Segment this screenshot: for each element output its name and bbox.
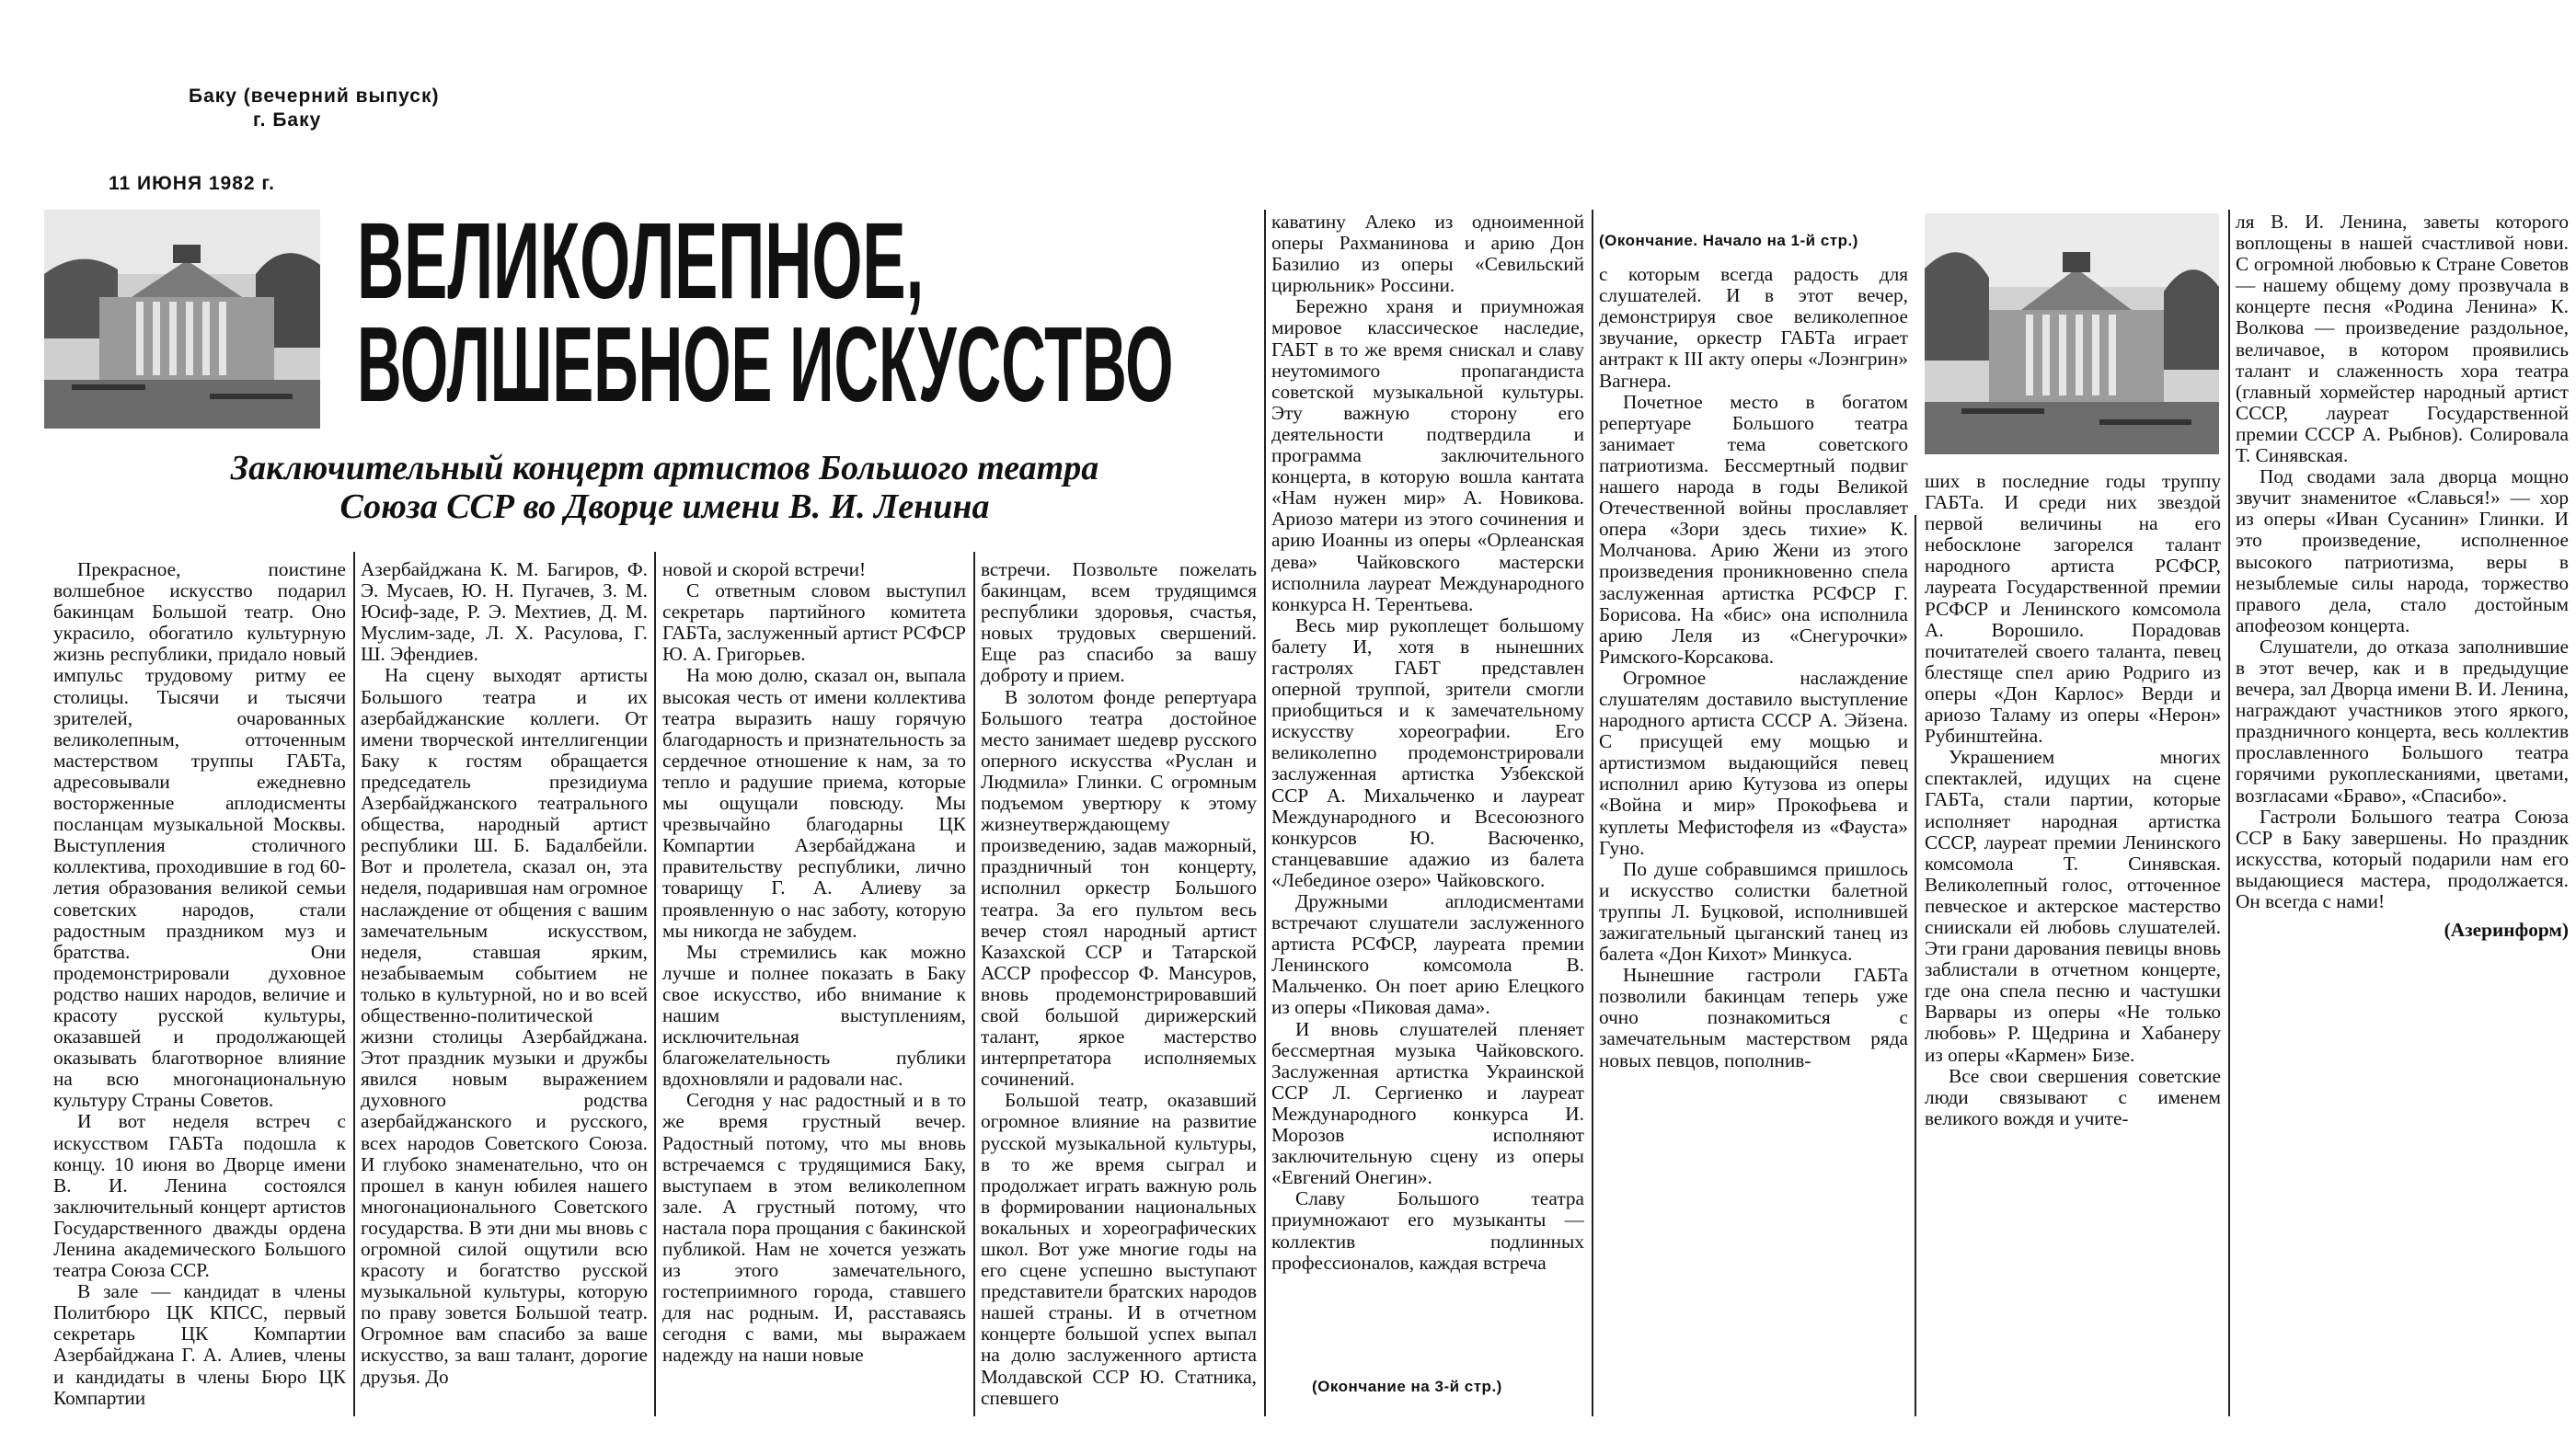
paragraph: ля В. И. Ленина, заветы которого воплощены в нашей счастливой нови. С огромной любовью к Стране Советов — нашему общему дому прозвучала в концерте песня «Родина Ленина» К. Волкова — произведение раздольное, величавое, в котором проявились талант и слаженность хора театра (главный хормейстер народный артист СССР, лауреат Государственной премии СССР А. Рыбнов). Солировала Т. Синявская. — [2236, 212, 2569, 467]
article-column-4 — [981, 559, 1257, 1424]
paragraph: Почетное место в богатом репертуаре Большого театра занимает тема советского патриотизма. Бессмертный подвиг нашего народа в годы Великой Отечественной войны прославляет опера «Зори здесь тихие» К. Молчанова. Арию Жени из этого произведения проникновенно спела заслуженная артистка РСФСР Г. Борисова. На «бис» она исполнила арию Леля из «Снегурочки» Римского-Корсакова. — [1599, 390, 1908, 668]
column-rule — [1915, 515, 1916, 1416]
paragraph: Бережно храня и приумножая мировое классическое наследие, ГАБТ в то же время снискал и славу неутомимого пропагандиста советской музыкальной культуры. Эту важную сторону его деятельности подтвердила и программа заключительного концерта, в которую вошла кантата «Нам нужен мир» А. Новикова. Ариозо матери из этого сочинения и арию Иоанны из оперы «Орлеанская дева» Чайковского мастерски исполнила лауреат Международного конкурса Н. Терентьева. — [1271, 295, 1584, 615]
column-rule — [1264, 210, 1266, 1416]
publication-date: 11 ИЮНЯ 1982 г. — [109, 173, 275, 194]
column-rule — [1592, 210, 1593, 1416]
theatre-building-image — [1925, 213, 2219, 454]
article-column-5 — [1271, 212, 1584, 1424]
headline-line1: ВЕЛИКОЛЕПНОЕ, — [357, 210, 925, 322]
paragraph: И вновь слушателей пленяет бессмертная музыка Чайковского. Заслуженная артистка Украинской ССР Л. Сергиенко и лауреат Международного конкурса И. Морозов исполняют заключительную сцену из оперы «Евгений Онегин». — [1271, 1017, 1584, 1189]
paragraph: Славу Большого театра приумножают его музыканты — коллектив подлинных профессионалов, каждая встреча — [1271, 1187, 1584, 1274]
continued-note: (Окончание на 3-й стр.) — [1312, 1378, 1502, 1395]
article-column-7 — [1925, 471, 2221, 1424]
subhead-line2: Союза ССР во Дворце имени В. И. Ленина — [339, 487, 990, 526]
paragraph: с которым всегда радость для слушателей. И в этот вечер, демонстрируя свое великолепное звучание, оркестр ГАБТа играет антракт к III акту оперы «Лоэнгрин» Вагнера. — [1599, 263, 1908, 392]
column-rule — [2228, 210, 2230, 1416]
paragraph: На сцену выходят артисты Большого театра и их азербайджанские коллеги. От имени творческой интеллигенции Баку к гостям обращается председатель президиума Азербайджанского театрального общества, народный артист республики Ш. Б. Бадалбейли. Вот и пролетела, сказал он, эта неделя, подарившая нам огромное наслаждение от общения с вашим замечательным искусством, неделя, ставшая ярким, незабываемым событием не только в культурной, но и во всей общественно-политической жизни столицы Азербайджана. Этот праздник музыки и дружбы явился новым выражением духовного родства азербайджанского и русского, всех народов Советского Союза. И глубоко знаменательно, что он прошел в канун юбилея нашего многонационального Советского государства. В эти дни мы вновь с огромной силой ощутили всю красоту и богатство русской музыкальной культуры, которую по праву зовется Большой театр. Огромное вам спасибо за ваше искусство, за ваш талант, дорогие друзья. До — [361, 664, 648, 1388]
paragraph: Слушатели, до отказа заполнившие в этот вечер, как и в предыдущие вечера, зал Дворца имени В. И. Ленина, награждают участников этого яркого, праздничного концерта, весь коллектив прославленного Большого театра горячими рукоплесканиями, цветами, возгласами «Браво», «Спасибо». — [2236, 635, 2569, 807]
paragraph: новой и скорой встречи! — [662, 559, 867, 580]
paragraph: Украшением многих спектаклей, идущих на сцене ГАБТа, стали партии, которые исполняет народная артистка СССР, лауреат премии Ленинского комсомола Т. Синявская. Великолепный голос, отточенное певческое и актерское мастерство сниискали ей любовь слушателей. Эти грани дарования певицы вновь заблистали в отчетном концерте, где она спела песню и частушки Варвары из оперы «Не только любовь» Р. Щедрина и Хабанеру из оперы «Кармен» Бизе. — [1925, 746, 2221, 1066]
continuation-note: (Окончание. Начало на 1-й стр.) — [1599, 232, 1858, 249]
headline-block — [357, 210, 1286, 421]
paragraph: Весь мир рукоплещет большому балету И, хотя в нынешних гастролях ГАБТ представлен оперной труппой, зрители смогли приобщиться и к замечательному искусству хореографии. Его великолепно продемонстрировали заслуженная артистка Узбекской ССР А. Михальченко и лауреат Международного и Всесоюзного конкурсов Ю. Васюченко, станцевавшие адажио из балета «Лебединое озеро» Чайковского. — [1271, 613, 1584, 891]
subhead — [51, 449, 1279, 526]
article-column-2 — [361, 559, 648, 1424]
article-column-6 — [1599, 230, 1908, 1424]
paragraph: каватину Алеко из одноименной оперы Рахманинова и арию Дон Базилио из оперы «Севильский цирюльник» Россини. — [1271, 212, 1584, 297]
source-line1: Баку (вечерний выпуск) — [189, 86, 440, 107]
paragraph: С ответным словом выступил секретарь партийного комитета ГАБТа, заслуженный артист РСФСР Ю. А. Григорьев. — [662, 579, 966, 666]
paragraph: И вот неделя встреч с искусством ГАБТа подошла к концу. 10 июня во Дворце имени В. И. Ленина состоялся заключительный концерт артистов Государственного дважды ордена Ленина академического Большого театра Союза ССР. — [53, 1110, 346, 1282]
paragraph: Огромное наслаждение слушателям доставило выступление народного артиста СССР А. Эйзена. С присущей ему мощью и артистизмом выдающийся певец исполнил арию Кутузова из оперы «Война и мир» Прокофьева и куплеты Мефистофеля из «Фауста» Гуно. — [1599, 666, 1908, 859]
subhead-line1: Заключительный концерт артистов Большого театра — [230, 449, 1099, 487]
column-rule — [654, 552, 656, 1416]
paragraph: Дружными аплодисментами встречают слушатели заслуженного артиста РСФСР, лауреата премии Ленинского комсомола В. Мальченко. Он поет арию Елецкого из оперы «Пиковая дама». — [1271, 890, 1584, 1019]
source-stamp — [189, 85, 439, 132]
paragraph: По душе собравшимся пришлось и искусство солистки балетной труппы Л. Буцковой, исполнившей зажигательный цыганский танец из балета «Дон Кихот» Минкуса. — [1599, 857, 1908, 966]
agency-signature: (Азеринформ) — [2444, 919, 2569, 942]
headline-line2: ВОЛШЕБНОЕ ИСКУССТВО — [357, 304, 1174, 421]
source-line2: г. Баку — [253, 109, 322, 131]
paragraph: В золотом фонде репертуара Большого театра достойное место занимает шедевр русского оперного искусства «Руслан и Людмила» Глинки. С огромным подъемом увертюру к этому жизнеутверждающему произведению, задав мажорный, праздничный тон концерту, исполнил оркестр Большого театра. За его пультом весь вечер стоял народный артист Казахской ССР и Татарской АССР профессор Ф. Мансуров, вновь продемонстрировавший свой большой дирижерский талант, яркое мастерство интерпретатора исполняемых сочинений. — [981, 685, 1257, 1091]
column-rule — [973, 552, 975, 1416]
paragraph: Мы стремились как можно лучше и полнее показать в Баку свое искусство, ибо внимание к нашим выступлениям, исключительная благожелательность публики вдохновляли и радовали нас. — [662, 940, 966, 1091]
theatre-building-image — [44, 210, 320, 429]
column-rule — [353, 552, 355, 1416]
paragraph: В зале — кандидат в члены Политбюро ЦК КПСС, первый секретарь ЦК Компартии Азербайджана Г. А. Алиев, члены и кандидаты в члены Бюро ЦК Компартии — [53, 1280, 346, 1409]
article-column-3 — [662, 559, 966, 1424]
paragraph: На мою долю, сказал он, выпала высокая честь от имени коллектива театра выразить нашу горячую благодарность и признательность за сердечное отношение к нам, за то тепло и радушие приема, которые мы ощущали повсюду. Мы чрезвычайно благодарны ЦК Компартии Азербайджана и правительству республики, лично товарищу Г. А. Алиеву за проявленную о нас заботу, которую мы никогда не забудем. — [662, 664, 966, 942]
article-column-1 — [53, 559, 346, 1424]
paragraph: Прекрасное, поистине волшебное искусство подарил бакинцам Большой театр. Оно украсило, обогатило культурную жизнь республики, придало новый импульс трудовому ритму ее столицы. Тысячи и тысячи зрителей, очарованных великолепным, отточенным мастерством труппы ГАБТа, адресовывали ежедневно восторженные аплодисменты посланцам музыкальной Москвы. Выступления столичного коллектива, проходившие в год 60-летия образования великой семьи советских народов, стали радостным праздником муз и братства. Они продемонстрировали духовное родство наших народов, величие и красоту русской культуры, оказавшей и продолжающей оказывать благотворное влияние на всю многонациональную культуру Страны Советов. — [53, 559, 346, 1112]
paragraph: Гастроли Большого театра Союза ССР в Баку завершены. Но праздник искусства, который подарили нам его выдающиеся мастера, продолжается. Он всегда с нами! — [2236, 805, 2569, 912]
theatre-photo-left — [44, 210, 320, 429]
paragraph: ших в последние годы труппу ГАБТа. И среди них звездой первой величины на его небосклоне загорелся талант народного артиста РСФСР, лауреата Государственной премии РСФСР и Ленинского комсомола А. Ворошило. Порадовав почитателей своего таланта, певец блестяще спел арию Родриго из оперы «Дон Карлос» Верди и ариозо Таламу из оперы «Нерон» Рубинштейна. — [1925, 471, 2221, 748]
paragraph: Под сводами зала дворца мощно звучит знаменитое «Славься!» — хор из оперы «Иван Сусанин» Глинки. И это произведение, исполненное высокого патриотизма, веры в незыблемые силы народа, торжество правого дела, стало достойным апофеозом концерта. — [2236, 465, 2569, 636]
paragraph: Все свои свершения советские люди связывают с именем великого вождя и учите- — [1925, 1064, 2221, 1129]
paragraph: Большой театр, оказавший огромное влияние на развитие русской музыкальной культуры, в то же время сыграл и продолжает играть важную роль в формировании национальных вокальных и хореографических школ. Вот уже многие годы на его сцене успешно выступают представители братских народов нашей страны. И в отчетном концерте большой успех выпал на долю заслуженного артиста Молдавской ССР Ю. Статника, спевшего — [981, 1089, 1257, 1409]
article-column-8 — [2236, 212, 2569, 1424]
theatre-photo-right — [1925, 213, 2219, 454]
paragraph: Сегодня у нас радостный и в то же время грустный вечер. Радостный потому, что мы вновь встречаемся с трудящимися Баку, выступаем в этом великолепном зале. А грустный потому, что настала пора прощания с бакинской публикой. Нам не хочется уезжать из этого замечательного, гостеприимного города, ставшего для нас родным. И, расставаясь сегодня с вами, мы выражаем надежду на наши новые — [662, 1089, 966, 1367]
paragraph: встречи. Позвольте пожелать бакинцам, всем трудящимся республики здоровья, счастья, новых трудовых свершений. Еще раз спасибо за вашу доброту и прием. — [981, 559, 1257, 687]
paragraph: Азербайджана К. М. Багиров, Ф. Э. Мусаев, Ю. Н. Пугачев, З. М. Юсиф-заде, Р. Э. Мехтиев, Д. М. Муслим-заде, Л. Х. Расулова, Г. Ш. Эфендиев. — [361, 559, 648, 666]
paragraph: Нынешние гастроли ГАБТа позволили бакинцам теперь уже очно познакомиться с замечательным мастерством ряда новых певцов, пополнив- — [1599, 964, 1908, 1071]
